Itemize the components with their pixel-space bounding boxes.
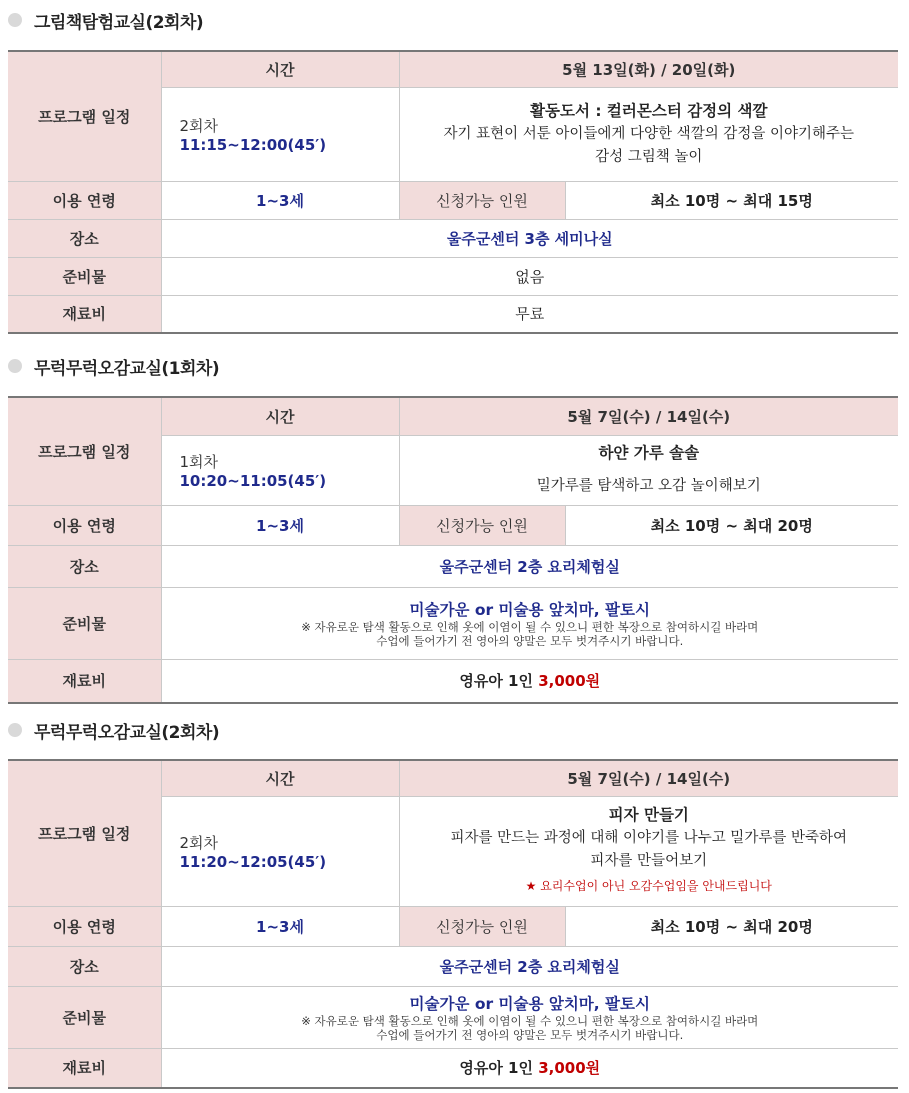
label-supplies: 준비물 (8, 257, 161, 295)
activity-line-1: 밀가루를 탐색하고 오감 놀이해보기 (536, 478, 761, 494)
section-title-3 (8, 717, 219, 743)
activity-line-1: 자기 표현이 서툰 아이들에게 다양한 색깔의 감정을 이야기해주는 (443, 125, 854, 142)
section-title-1 (8, 7, 203, 33)
label-fee: 재료비 (8, 1048, 161, 1088)
supplies-note-1: ※ 자유로운 탐색 활동으로 인해 옷에 이염이 될 수 있으니 편한 복장으로 참여하시길 바라며 (301, 620, 759, 634)
label-fee: 재료비 (8, 295, 161, 333)
supplies-value: 없음 (161, 257, 898, 295)
fee-prefix: 영유아 1인 (459, 1059, 533, 1078)
capacity-value: 최소 10명 ~ 최대 20명 (565, 906, 898, 946)
bullet-icon (8, 723, 22, 737)
notice-red: ★ 요리수업이 아닌 오감수업임을 안내드립니다 (525, 879, 772, 893)
place-value: 울주군센터 2층 요리체험실 (161, 545, 898, 587)
capacity-value: 최소 10명 ~ 최대 20명 (565, 505, 898, 545)
session-count: 2회차 (179, 833, 219, 852)
label-place: 장소 (8, 946, 161, 986)
program-table-3 (8, 759, 898, 1089)
section-title-text: 무럭무럭오감교실(2회차) (34, 722, 220, 743)
label-age: 이용 연령 (8, 906, 161, 946)
place-value: 울주군센터 3층 세미나실 (161, 219, 898, 257)
label-age: 이용 연령 (8, 181, 161, 219)
program-table-2 (8, 396, 898, 704)
place-value: 울주군센터 2층 요리체험실 (161, 946, 898, 986)
activity-title: 피자 만들기 (608, 806, 689, 824)
label-capacity: 신청가능 인원 (399, 181, 565, 219)
activity-line-1: 피자를 만드는 과정에 대해 이야기를 나누고 밀가루를 반죽하여 (450, 830, 847, 846)
session-time: 10:20~11:05(45′) (179, 471, 327, 490)
supplies-main: 미술가운 or 미술용 앞치마, 팔토시 (409, 601, 650, 619)
label-fee: 재료비 (8, 659, 161, 703)
session-cell (161, 435, 399, 505)
session-time: 11:15~12:00(45′) (179, 135, 327, 154)
activity-desc (399, 435, 898, 505)
age-value: 1~3세 (161, 505, 399, 545)
supplies-value (161, 587, 898, 659)
bullet-icon (8, 13, 22, 27)
supplies-note-2: 수업에 들어가기 전 영아의 양말은 모두 벗겨주시기 바랍니다. (376, 634, 684, 648)
supplies-note-1: ※ 자유로운 탐색 활동으로 인해 옷에 이염이 될 수 있으니 편한 복장으로 참여하시길 바라며 (301, 1014, 759, 1028)
label-schedule: 프로그램 일정 (8, 51, 161, 181)
capacity-value: 최소 10명 ~ 최대 15명 (565, 181, 898, 219)
schedule-date: 5월 13일(화) / 20일(화) (399, 51, 898, 87)
activity-desc (399, 796, 898, 906)
session-cell (161, 87, 399, 181)
session-cell (161, 796, 399, 906)
label-capacity: 신청가능 인원 (399, 505, 565, 545)
label-supplies: 준비물 (8, 986, 161, 1048)
fee-amount: 3,000원 (538, 672, 601, 691)
label-capacity: 신청가능 인원 (399, 906, 565, 946)
session-count: 2회차 (179, 116, 219, 135)
section-title-2 (8, 353, 219, 379)
label-supplies: 준비물 (8, 587, 161, 659)
fee-amount: 3,000원 (538, 1059, 601, 1078)
section-title-text: 무럭무럭오감교실(1회차) (34, 358, 220, 379)
activity-line-2: 피자를 만들어보기 (590, 853, 708, 869)
activity-title: 활동도서 : 컬러몬스터 감정의 색깔 (530, 101, 768, 120)
fee-prefix: 영유아 1인 (459, 672, 533, 691)
age-value: 1~3세 (161, 181, 399, 219)
supplies-main: 미술가운 or 미술용 앞치마, 팔토시 (409, 995, 650, 1013)
schedule-date: 5월 7일(수) / 14일(수) (399, 397, 898, 435)
age-value: 1~3세 (161, 906, 399, 946)
fee-value (161, 1048, 898, 1088)
program-table-1 (8, 50, 898, 334)
session-count: 1회차 (179, 452, 219, 471)
activity-title: 하얀 가루 솔솔 (598, 444, 700, 462)
label-time: 시간 (161, 397, 399, 435)
label-time: 시간 (161, 760, 399, 796)
fee-value: 무료 (161, 295, 898, 333)
supplies-note-2: 수업에 들어가기 전 영아의 양말은 모두 벗겨주시기 바랍니다. (376, 1028, 684, 1042)
activity-line-2: 감성 그림책 놀이 (595, 148, 703, 165)
bullet-icon (8, 359, 22, 373)
section-title-text: 그림책탐험교실(2회차) (34, 12, 204, 33)
fee-value (161, 659, 898, 703)
label-place: 장소 (8, 219, 161, 257)
label-schedule: 프로그램 일정 (8, 760, 161, 906)
label-time: 시간 (161, 51, 399, 87)
label-place: 장소 (8, 545, 161, 587)
label-age: 이용 연령 (8, 505, 161, 545)
activity-desc (399, 87, 898, 181)
label-schedule: 프로그램 일정 (8, 397, 161, 505)
supplies-value (161, 986, 898, 1048)
session-time: 11:20~12:05(45′) (179, 852, 327, 871)
schedule-date: 5월 7일(수) / 14일(수) (399, 760, 898, 796)
